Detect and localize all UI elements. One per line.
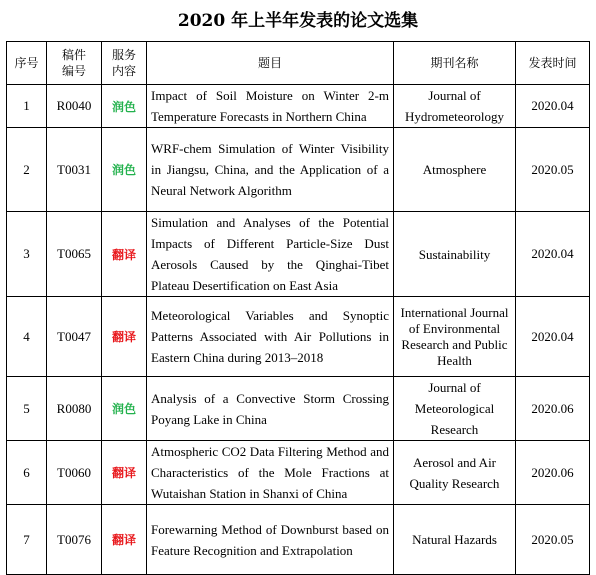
header-manuscript-id-line1: 稿件 <box>61 48 86 62</box>
row-date: 2020.06 <box>516 441 590 505</box>
table-row <box>7 128 590 212</box>
row-paper-title: Simulation and Analyses of the Potential Impacts of Different Particle-Size Dust Aerosols Caused by the Qinghai-Tibet Plateau Desertification on East Asia <box>147 212 394 297</box>
row-journal: Journal of Hydrometeorology <box>394 85 516 128</box>
row-journal: Aerosol and Air Quality Research <box>394 441 516 505</box>
header-manuscript-id-line2: 编号 <box>61 64 86 78</box>
header-date: 发表时间 <box>516 42 590 85</box>
row-journal: Journal of Meteorological Research <box>394 377 516 441</box>
table-row <box>7 297 590 377</box>
header-service-line1: 服务 <box>111 48 136 62</box>
row-manuscript-id: T0047 <box>47 297 102 377</box>
row-journal: Natural Hazards <box>394 505 516 575</box>
row-date: 2020.04 <box>516 297 590 377</box>
row-paper-title: Analysis of a Convective Storm Crossing Poyang Lake in China <box>147 377 394 441</box>
table-row <box>7 377 590 441</box>
row-index: 4 <box>7 297 47 377</box>
row-index: 7 <box>7 505 47 575</box>
row-date: 2020.04 <box>516 212 590 297</box>
header-index: 序号 <box>7 42 47 85</box>
row-paper-title: Atmospheric CO2 Data Filtering Method and Characteristics of the Mole Fractions at Wutaishan Station in Shanxi of China <box>147 441 394 505</box>
header-title: 题目 <box>147 42 394 85</box>
row-paper-title: WRF-chem Simulation of Winter Visibility in Jiangsu, China, and the Application of a Neural Network Algorithm <box>147 128 394 212</box>
row-index: 6 <box>7 441 47 505</box>
header-service <box>102 42 147 85</box>
row-paper-title: Forewarning Method of Downburst based on Feature Recognition and Extrapolation <box>147 505 394 575</box>
row-service-cell <box>102 85 147 128</box>
row-manuscript-id: T0065 <box>47 212 102 297</box>
row-journal: Atmosphere <box>394 128 516 212</box>
row-manuscript-id: R0040 <box>47 85 102 128</box>
row-index: 1 <box>7 85 47 128</box>
row-paper-title: Meteorological Variables and Synoptic Patterns Associated with Air Pollutions in Eastern China during 2013–2018 <box>147 297 394 377</box>
table-row <box>7 441 590 505</box>
row-index: 3 <box>7 212 47 297</box>
row-manuscript-id: R0080 <box>47 377 102 441</box>
table-header-row <box>7 42 590 85</box>
header-manuscript-id <box>47 42 102 85</box>
row-service-cell <box>102 212 147 297</box>
table-row <box>7 505 590 575</box>
service-badge: 润色 <box>111 402 136 416</box>
row-date: 2020.05 <box>516 128 590 212</box>
row-paper-title: Impact of Soil Moisture on Winter 2-m Temperature Forecasts in Northern China <box>147 85 394 128</box>
service-badge: 润色 <box>111 163 136 177</box>
service-badge: 润色 <box>111 99 136 114</box>
row-service-cell <box>102 128 147 212</box>
papers-table <box>6 41 590 575</box>
service-badge: 翻译 <box>111 247 136 262</box>
row-manuscript-id: T0031 <box>47 128 102 212</box>
row-manuscript-id: T0076 <box>47 505 102 575</box>
row-service-cell <box>102 441 147 505</box>
service-badge: 翻译 <box>111 466 136 480</box>
service-badge: 翻译 <box>111 330 136 344</box>
table-row <box>7 212 590 297</box>
row-service-cell <box>102 297 147 377</box>
row-index: 5 <box>7 377 47 441</box>
row-service-cell <box>102 505 147 575</box>
row-index: 2 <box>7 128 47 212</box>
row-date: 2020.04 <box>516 85 590 128</box>
service-badge: 翻译 <box>111 533 136 547</box>
header-service-line2: 内容 <box>111 64 136 78</box>
row-date: 2020.06 <box>516 377 590 441</box>
row-service-cell <box>102 377 147 441</box>
header-journal: 期刊名称 <box>394 42 516 85</box>
table-row <box>7 85 590 128</box>
document-title: 2020 年上半年发表的论文选集 <box>177 11 419 31</box>
row-journal: International Journal of Environmental Research and Public Health <box>394 297 516 377</box>
row-journal: Sustainability <box>394 212 516 297</box>
row-manuscript-id: T0060 <box>47 441 102 505</box>
row-date: 2020.05 <box>516 505 590 575</box>
